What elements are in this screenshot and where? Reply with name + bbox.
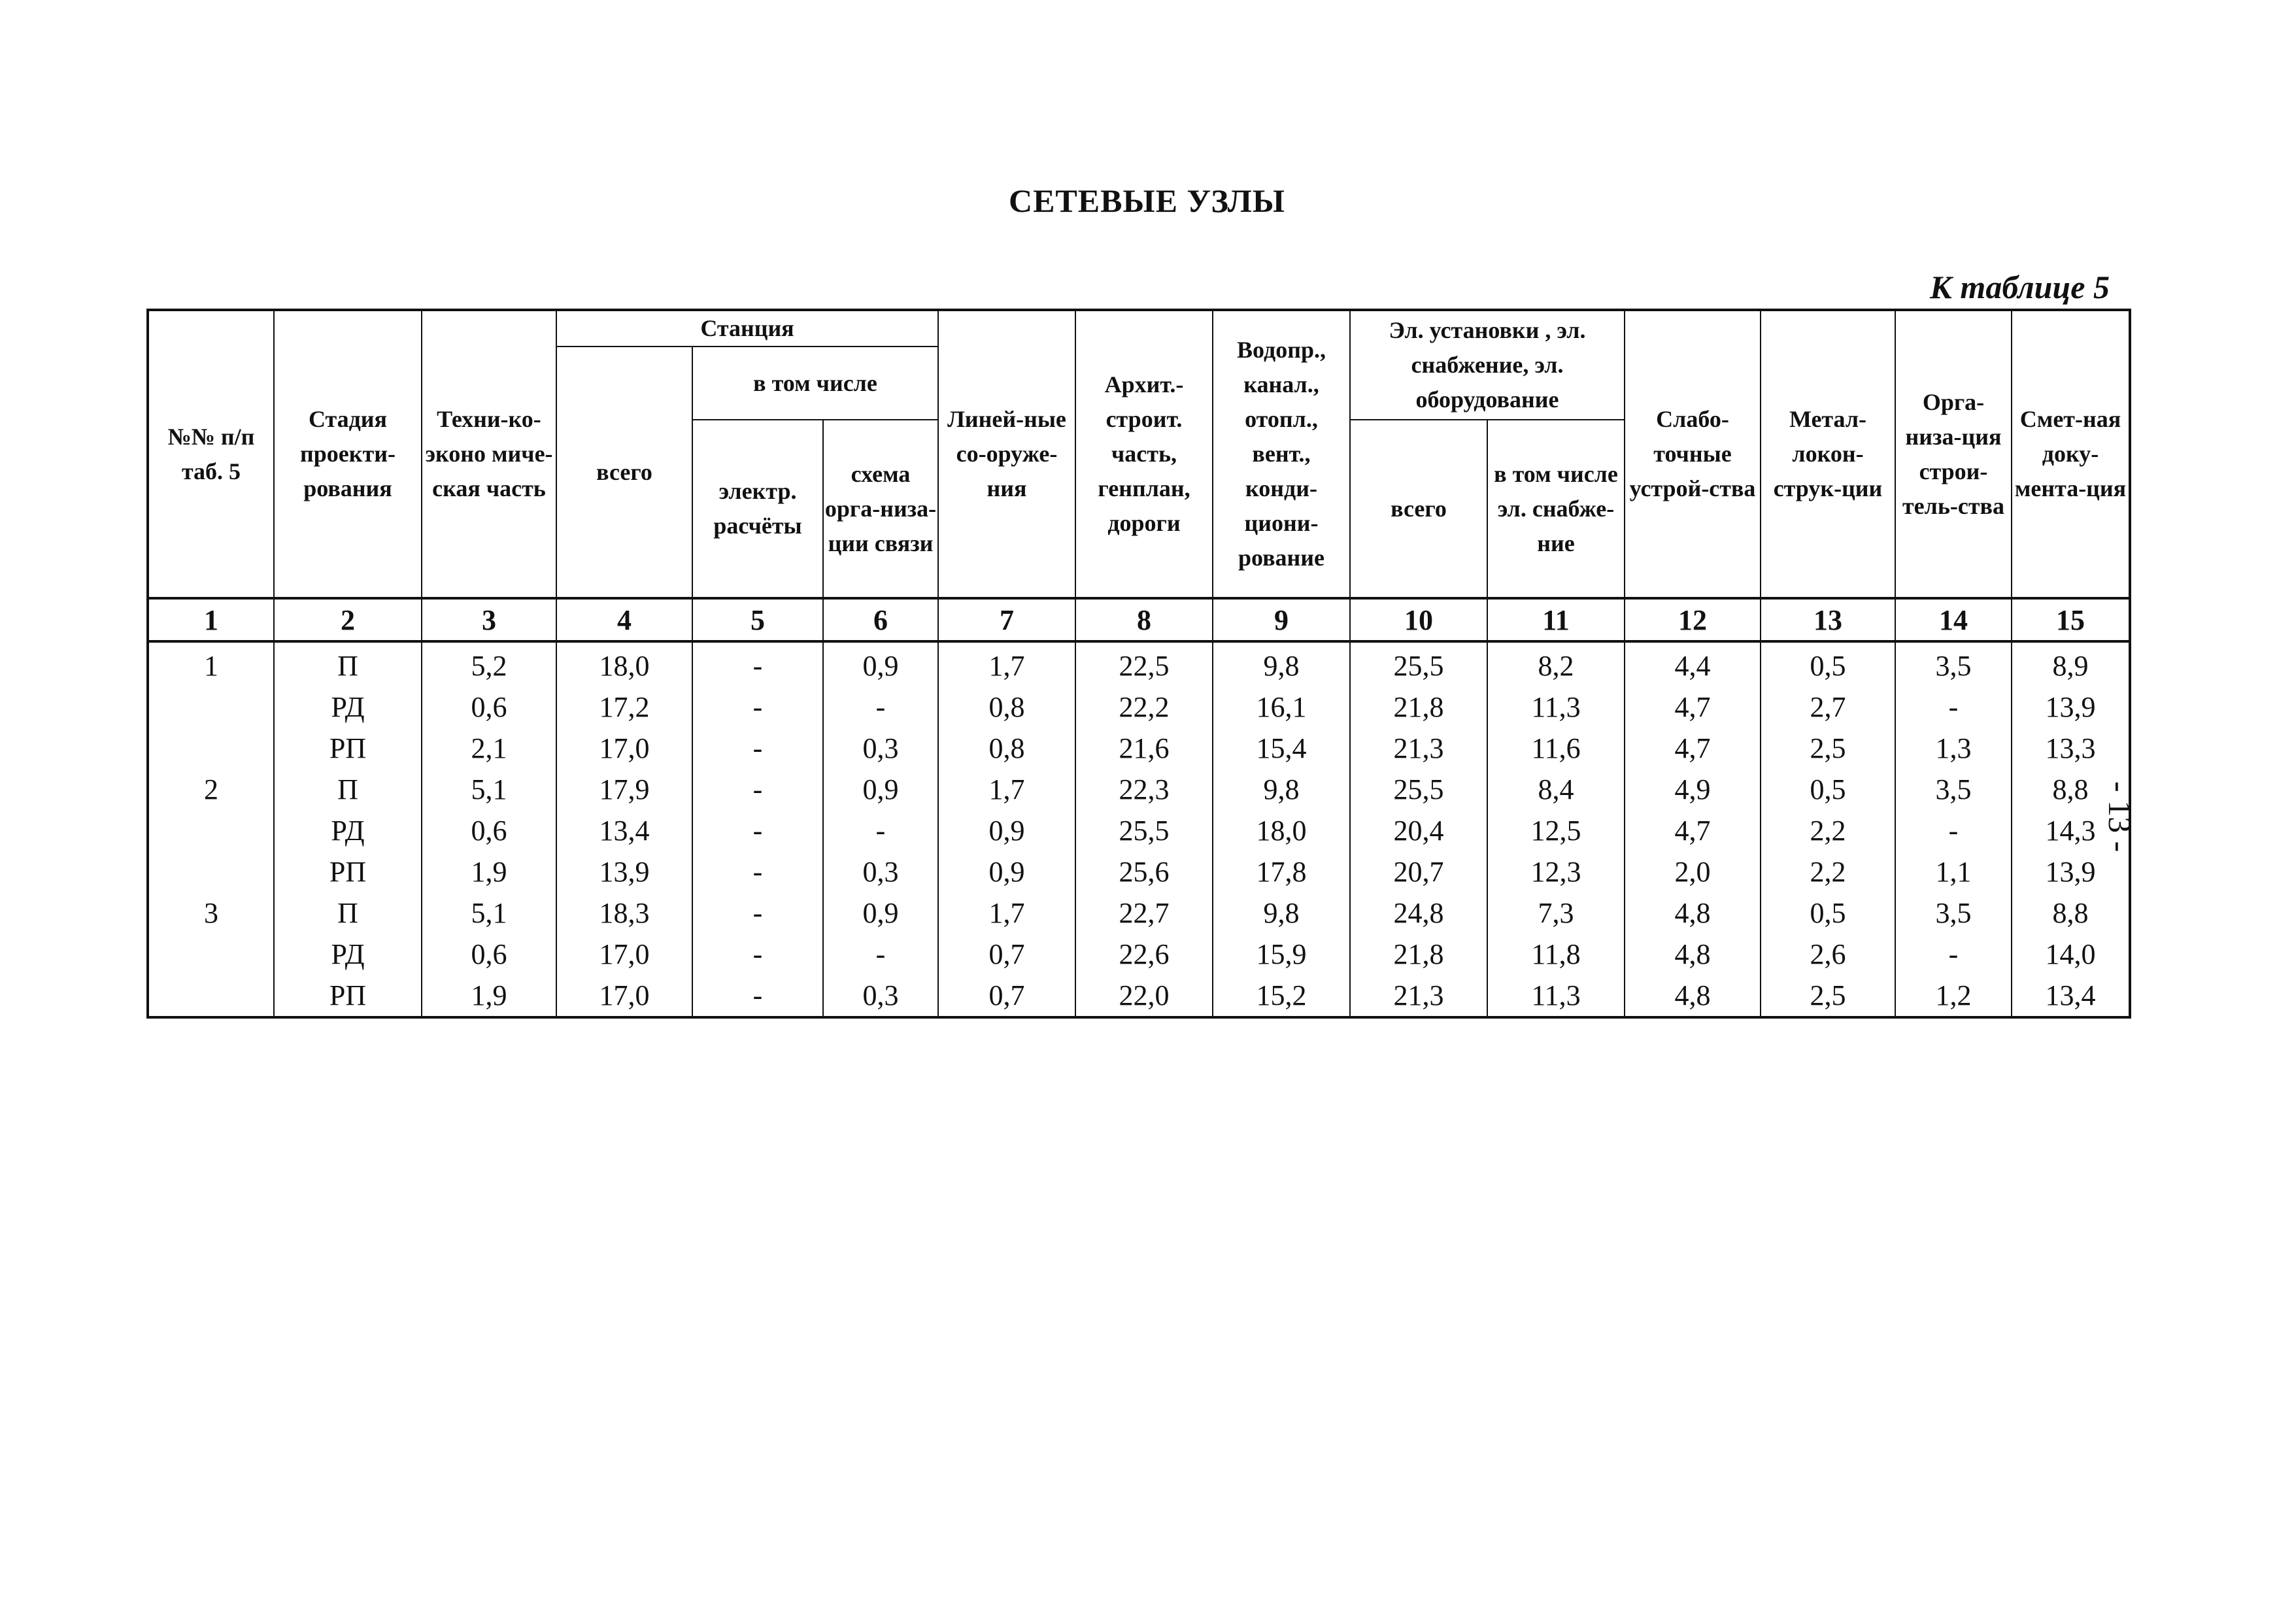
table-cell xyxy=(148,728,274,769)
column-number: 14 xyxy=(1895,598,2012,641)
table-cell: 22,6 xyxy=(1075,934,1213,975)
table-cell: 4,8 xyxy=(1625,892,1761,934)
table-row xyxy=(148,810,2130,851)
page-number: - 13 - xyxy=(2102,781,2138,853)
table-cell: - xyxy=(692,934,823,975)
table-row xyxy=(148,851,2130,892)
header-low-current: Слабо-точные устрой-ства xyxy=(1625,310,1761,598)
table-cell: РП xyxy=(274,975,422,1017)
table-cell: 25,5 xyxy=(1075,810,1213,851)
data-table xyxy=(146,309,2131,1019)
table-cell: РД xyxy=(274,810,422,851)
table-cell: 3,5 xyxy=(1895,769,2012,810)
table-cell: 25,5 xyxy=(1350,769,1487,810)
table-cell: 3 xyxy=(148,892,274,934)
table-cell: 0,9 xyxy=(823,892,938,934)
header-organization: Орга-низа-ция строи-тель-ства xyxy=(1895,310,2012,598)
table-cell: РД xyxy=(274,934,422,975)
table-cell xyxy=(148,851,274,892)
table-cell: 8,9 xyxy=(2012,641,2130,686)
table-cell: 21,6 xyxy=(1075,728,1213,769)
table-cell: 1,7 xyxy=(938,641,1075,686)
header-communication-scheme: схема орга-низа-ции связи xyxy=(823,420,938,598)
table-cell: 4,7 xyxy=(1625,728,1761,769)
table-cell: 20,7 xyxy=(1350,851,1487,892)
table-cell: 22,7 xyxy=(1075,892,1213,934)
table-cell: 1 xyxy=(148,641,274,686)
table-cell: 2,2 xyxy=(1761,810,1895,851)
table-cell: 12,3 xyxy=(1487,851,1625,892)
header-water: Водопр., канал., отопл., вент., конди-циони-рование xyxy=(1213,310,1350,598)
table-cell: - xyxy=(692,686,823,728)
table-cell: 1,9 xyxy=(422,851,556,892)
table-cell: 8,4 xyxy=(1487,769,1625,810)
table-cell: - xyxy=(692,728,823,769)
table-cell: П xyxy=(274,641,422,686)
table-cell: 0,3 xyxy=(823,975,938,1017)
column-number: 11 xyxy=(1487,598,1625,641)
table-cell: 18,3 xyxy=(556,892,692,934)
table-cell: 4,7 xyxy=(1625,810,1761,851)
table-reference: К таблице 5 xyxy=(1930,269,2110,305)
table-cell: П xyxy=(274,769,422,810)
table-cell: 18,0 xyxy=(1213,810,1350,851)
table-cell: 17,0 xyxy=(556,975,692,1017)
table-cell: 9,8 xyxy=(1213,892,1350,934)
table-row xyxy=(148,728,2130,769)
table-cell: 2 xyxy=(148,769,274,810)
table-cell: 24,8 xyxy=(1350,892,1487,934)
table-cell: 11,3 xyxy=(1487,686,1625,728)
table-cell: 11,8 xyxy=(1487,934,1625,975)
table-cell: 17,0 xyxy=(556,934,692,975)
column-number: 2 xyxy=(274,598,422,641)
table-cell: 0,6 xyxy=(422,686,556,728)
table-cell: 1,2 xyxy=(1895,975,2012,1017)
table-cell: 2,7 xyxy=(1761,686,1895,728)
table-cell: 0,7 xyxy=(938,975,1075,1017)
table-cell: 4,8 xyxy=(1625,934,1761,975)
column-number: 1 xyxy=(148,598,274,641)
column-number: 13 xyxy=(1761,598,1895,641)
table-cell: - xyxy=(692,851,823,892)
table-cell: - xyxy=(1895,810,2012,851)
header-linear: Линей-ные со-оруже-ния xyxy=(938,310,1075,598)
table-cell: 16,1 xyxy=(1213,686,1350,728)
column-number: 5 xyxy=(692,598,823,641)
table-cell: 17,2 xyxy=(556,686,692,728)
table-cell: - xyxy=(823,934,938,975)
table-cell: 8,8 xyxy=(2012,769,2130,810)
table-cell: 0,3 xyxy=(823,851,938,892)
table-cell: - xyxy=(692,892,823,934)
table-cell: - xyxy=(692,975,823,1017)
table-cell: - xyxy=(823,810,938,851)
table-cell: 17,0 xyxy=(556,728,692,769)
table-cell: 22,0 xyxy=(1075,975,1213,1017)
header-station-including: в том числе xyxy=(692,347,938,420)
table-cell: 2,2 xyxy=(1761,851,1895,892)
table-row xyxy=(148,686,2130,728)
column-number: 7 xyxy=(938,598,1075,641)
table-cell: 5,1 xyxy=(422,769,556,810)
table-cell xyxy=(148,934,274,975)
table-cell: 9,8 xyxy=(1213,769,1350,810)
table-cell: 0,6 xyxy=(422,810,556,851)
table-cell: 3,5 xyxy=(1895,641,2012,686)
table-cell: 5,1 xyxy=(422,892,556,934)
table-cell: 0,3 xyxy=(823,728,938,769)
table-cell: 13,9 xyxy=(2012,686,2130,728)
table-cell: 21,3 xyxy=(1350,728,1487,769)
column-number: 15 xyxy=(2012,598,2130,641)
header-electrical-group: Эл. установки , эл. снабжение, эл. оборудование xyxy=(1350,310,1625,420)
table-cell: 21,3 xyxy=(1350,975,1487,1017)
header-electrical-calc: электр. расчёты xyxy=(692,420,823,598)
header-metal: Метал-локон-струк-ции xyxy=(1761,310,1895,598)
header-stage: Стадия проекти-рования xyxy=(274,310,422,598)
table-row xyxy=(148,975,2130,1017)
table-cell: 0,9 xyxy=(938,810,1075,851)
table-cell xyxy=(148,810,274,851)
table-cell: 4,9 xyxy=(1625,769,1761,810)
table-cell: 2,5 xyxy=(1761,728,1895,769)
table-cell: - xyxy=(1895,686,2012,728)
table-cell: 4,4 xyxy=(1625,641,1761,686)
table-cell xyxy=(148,686,274,728)
table-cell: 20,4 xyxy=(1350,810,1487,851)
column-number: 4 xyxy=(556,598,692,641)
table-cell: 15,9 xyxy=(1213,934,1350,975)
table-cell: 25,5 xyxy=(1350,641,1487,686)
table-cell: 0,7 xyxy=(938,934,1075,975)
table-cell: - xyxy=(692,769,823,810)
table-cell: 13,9 xyxy=(2012,851,2130,892)
table-cell: 2,6 xyxy=(1761,934,1895,975)
document-title: СЕТЕВЫЕ УЗЛЫ xyxy=(1008,182,1286,219)
table-cell: 1,9 xyxy=(422,975,556,1017)
column-number: 6 xyxy=(823,598,938,641)
table-cell: 5,2 xyxy=(422,641,556,686)
table-cell: - xyxy=(692,641,823,686)
column-numbers-row xyxy=(148,598,2130,641)
table-cell: 12,5 xyxy=(1487,810,1625,851)
header-architecture: Архит.-строит. часть, генплан, дороги xyxy=(1075,310,1213,598)
table-cell: 14,0 xyxy=(2012,934,2130,975)
table-cell: 13,9 xyxy=(556,851,692,892)
table-cell: 0,5 xyxy=(1761,769,1895,810)
table-cell xyxy=(148,975,274,1017)
table-cell: РП xyxy=(274,851,422,892)
table-cell: 0,6 xyxy=(422,934,556,975)
table-cell: 7,3 xyxy=(1487,892,1625,934)
table-body xyxy=(148,641,2130,1017)
table-cell: - xyxy=(1895,934,2012,975)
table-cell: 11,6 xyxy=(1487,728,1625,769)
header-tech-econ: Техни-ко-эконо миче-ская часть xyxy=(422,310,556,598)
table-cell: РП xyxy=(274,728,422,769)
column-number: 9 xyxy=(1213,598,1350,641)
column-number: 8 xyxy=(1075,598,1213,641)
table-cell: 4,7 xyxy=(1625,686,1761,728)
table-cell: - xyxy=(823,686,938,728)
column-number: 10 xyxy=(1350,598,1487,641)
column-number: 3 xyxy=(422,598,556,641)
table-cell: 21,8 xyxy=(1350,934,1487,975)
table-cell: 13,4 xyxy=(556,810,692,851)
table-cell: 17,8 xyxy=(1213,851,1350,892)
table-cell: 0,8 xyxy=(938,686,1075,728)
table-cell: 21,8 xyxy=(1350,686,1487,728)
table-cell: 0,5 xyxy=(1761,892,1895,934)
table-cell: 8,2 xyxy=(1487,641,1625,686)
table-cell: 2,1 xyxy=(422,728,556,769)
table-cell: 14,3 xyxy=(2012,810,2130,851)
header-electrical-supply: в том числе эл. снабже-ние xyxy=(1487,420,1625,598)
table-cell: 9,8 xyxy=(1213,641,1350,686)
table-cell: 22,5 xyxy=(1075,641,1213,686)
table-cell: 0,8 xyxy=(938,728,1075,769)
table-cell: - xyxy=(692,810,823,851)
table-cell: 11,3 xyxy=(1487,975,1625,1017)
table-cell: 13,4 xyxy=(2012,975,2130,1017)
table-row xyxy=(148,641,2130,686)
table-cell: 15,4 xyxy=(1213,728,1350,769)
table-cell: 1,7 xyxy=(938,892,1075,934)
table-row xyxy=(148,769,2130,810)
table-cell: 8,8 xyxy=(2012,892,2130,934)
table-cell: 18,0 xyxy=(556,641,692,686)
table-row xyxy=(148,892,2130,934)
table-cell: 2,0 xyxy=(1625,851,1761,892)
table-cell: 22,3 xyxy=(1075,769,1213,810)
table-cell: 4,8 xyxy=(1625,975,1761,1017)
table-cell: 17,9 xyxy=(556,769,692,810)
table-cell: 1,1 xyxy=(1895,851,2012,892)
table-row xyxy=(148,934,2130,975)
header-estimate: Смет-ная доку-мента-ция xyxy=(2012,310,2130,598)
table-cell: 13,3 xyxy=(2012,728,2130,769)
table-cell: РД xyxy=(274,686,422,728)
header-station-total: всего xyxy=(556,347,692,598)
table-cell: 0,9 xyxy=(823,769,938,810)
table-cell: 0,9 xyxy=(938,851,1075,892)
table-cell: 22,2 xyxy=(1075,686,1213,728)
table-cell: 2,5 xyxy=(1761,975,1895,1017)
column-number: 12 xyxy=(1625,598,1761,641)
table-cell: П xyxy=(274,892,422,934)
table-cell: 1,7 xyxy=(938,769,1075,810)
table-cell: 1,3 xyxy=(1895,728,2012,769)
table-cell: 0,9 xyxy=(823,641,938,686)
table-cell: 15,2 xyxy=(1213,975,1350,1017)
table-cell: 25,6 xyxy=(1075,851,1213,892)
header-number: №№ п/п таб. 5 xyxy=(148,310,274,598)
header-electrical-total: всего xyxy=(1350,420,1487,598)
table-cell: 3,5 xyxy=(1895,892,2012,934)
table-cell: 0,5 xyxy=(1761,641,1895,686)
header-station-group: Станция xyxy=(556,310,938,347)
